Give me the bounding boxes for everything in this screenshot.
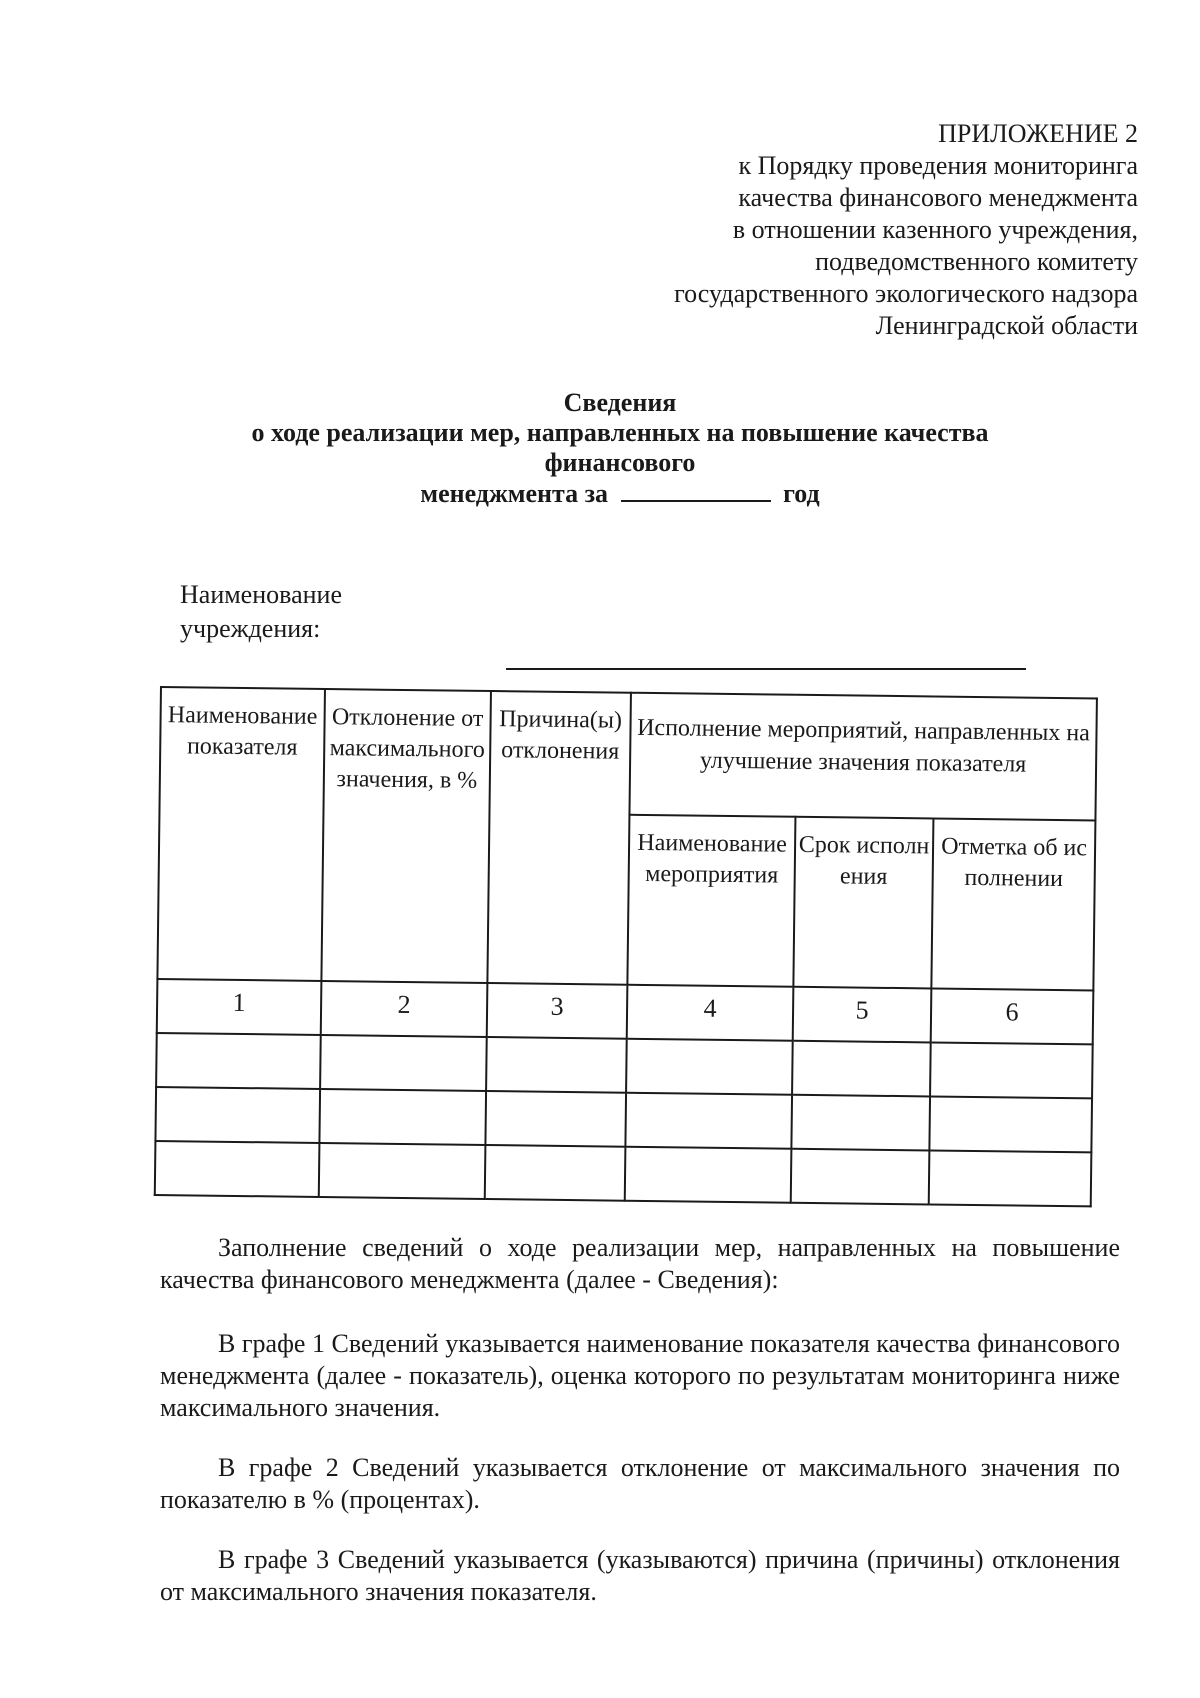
header-deadline: Срок исполнения [793, 817, 933, 989]
appendix-line: государственного экологического надзора [674, 279, 1138, 308]
table-cell[interactable] [320, 1035, 487, 1091]
appendix-line: в отношении казенного учреждения, [732, 215, 1138, 244]
column-number: 1 [157, 979, 322, 1035]
header-execution-group: Исполнение мероприятий, направленных на улучшение значения показателя [629, 693, 1096, 821]
table-cell[interactable] [156, 1033, 321, 1089]
title-line: Сведения [563, 388, 677, 417]
body-paragraph-column2 [160, 1452, 1120, 1516]
header-indicator-name: Наименование показателя [157, 687, 325, 981]
title-year-prefix: менеджмента за [420, 479, 609, 508]
column-number: 6 [931, 988, 1094, 1044]
paragraph-text: В графе 1 Сведений указывается наименование показателя качества финансового менеджмента (далее - показатель), оценка которого по результатам мониторинга ниже максимального значения. [160, 1329, 1120, 1422]
column-number: 3 [487, 983, 628, 1039]
title-line-year [170, 478, 1070, 509]
year-blank-field[interactable] [621, 478, 771, 502]
table-cell[interactable] [791, 1149, 930, 1205]
title-year-suffix: год [783, 479, 820, 508]
appendix-line: к Порядку проведения мониторинга [738, 151, 1138, 180]
title-line: о ходе реализации мер, направленных на повышение качества [251, 418, 989, 447]
appendix-line: качества финансового менеджмента [738, 183, 1138, 212]
table-cell[interactable] [625, 1147, 792, 1203]
institution-name-blank-field[interactable] [506, 668, 1026, 670]
column-number: 5 [793, 987, 932, 1043]
institution-label-line2: учреждения: [180, 614, 321, 643]
column-number: 4 [627, 985, 794, 1041]
table-cell[interactable] [930, 1042, 1093, 1098]
paragraph-text: В графе 2 Сведений указывается отклонение от максимального значения по показателю в % (процентах). [160, 1453, 1120, 1514]
table-cell[interactable] [929, 1096, 1092, 1152]
column-number: 2 [321, 981, 488, 1037]
title-line: финансового [544, 448, 696, 477]
table-cell[interactable] [929, 1150, 1092, 1206]
appendix-title: ПРИЛОЖЕНИЕ 2 [938, 119, 1138, 148]
document-title [170, 388, 1070, 509]
table-cell[interactable] [486, 1037, 627, 1093]
table-cell[interactable] [792, 1041, 931, 1097]
paragraph-text: В графе 3 Сведений указывается (указываются) причина (причины) отклонения от максимального значения показателя. [160, 1545, 1120, 1606]
table-cell[interactable] [485, 1091, 626, 1147]
measures-table [154, 686, 1098, 1207]
table-cell[interactable] [791, 1095, 930, 1151]
table-header-row [159, 687, 1096, 820]
table-cell[interactable] [155, 1141, 320, 1197]
body-paragraph-column3 [160, 1544, 1120, 1608]
header-deviation: Отклонение от максимального значения, в % [321, 689, 491, 983]
table-cell[interactable] [485, 1145, 626, 1201]
table-cell[interactable] [319, 1143, 486, 1199]
appendix-line: Ленинградской области [875, 311, 1138, 340]
institution-label-line1: Наименование [180, 580, 342, 609]
paragraph-text: Заполнение сведений о ходе реализации мер, направленных на повышение качества финансового менеджмента (далее - Сведения): [160, 1233, 1120, 1294]
table-cell[interactable] [155, 1087, 320, 1143]
table-row [155, 1141, 1092, 1206]
appendix-line: подведомственного комитету [815, 247, 1138, 276]
header-measure-name: Наименование мероприятия [627, 815, 795, 987]
table-cell[interactable] [625, 1093, 792, 1149]
body-paragraph-column1 [160, 1328, 1120, 1424]
table-cell[interactable] [319, 1089, 486, 1145]
body-paragraph-intro [160, 1232, 1120, 1296]
table-cell[interactable] [626, 1039, 793, 1095]
institution-label [180, 578, 342, 646]
appendix-header [674, 118, 1138, 342]
header-completion-mark: Отметка об исполнении [931, 818, 1095, 990]
header-reason: Причина(ы) отклонения [487, 691, 631, 985]
